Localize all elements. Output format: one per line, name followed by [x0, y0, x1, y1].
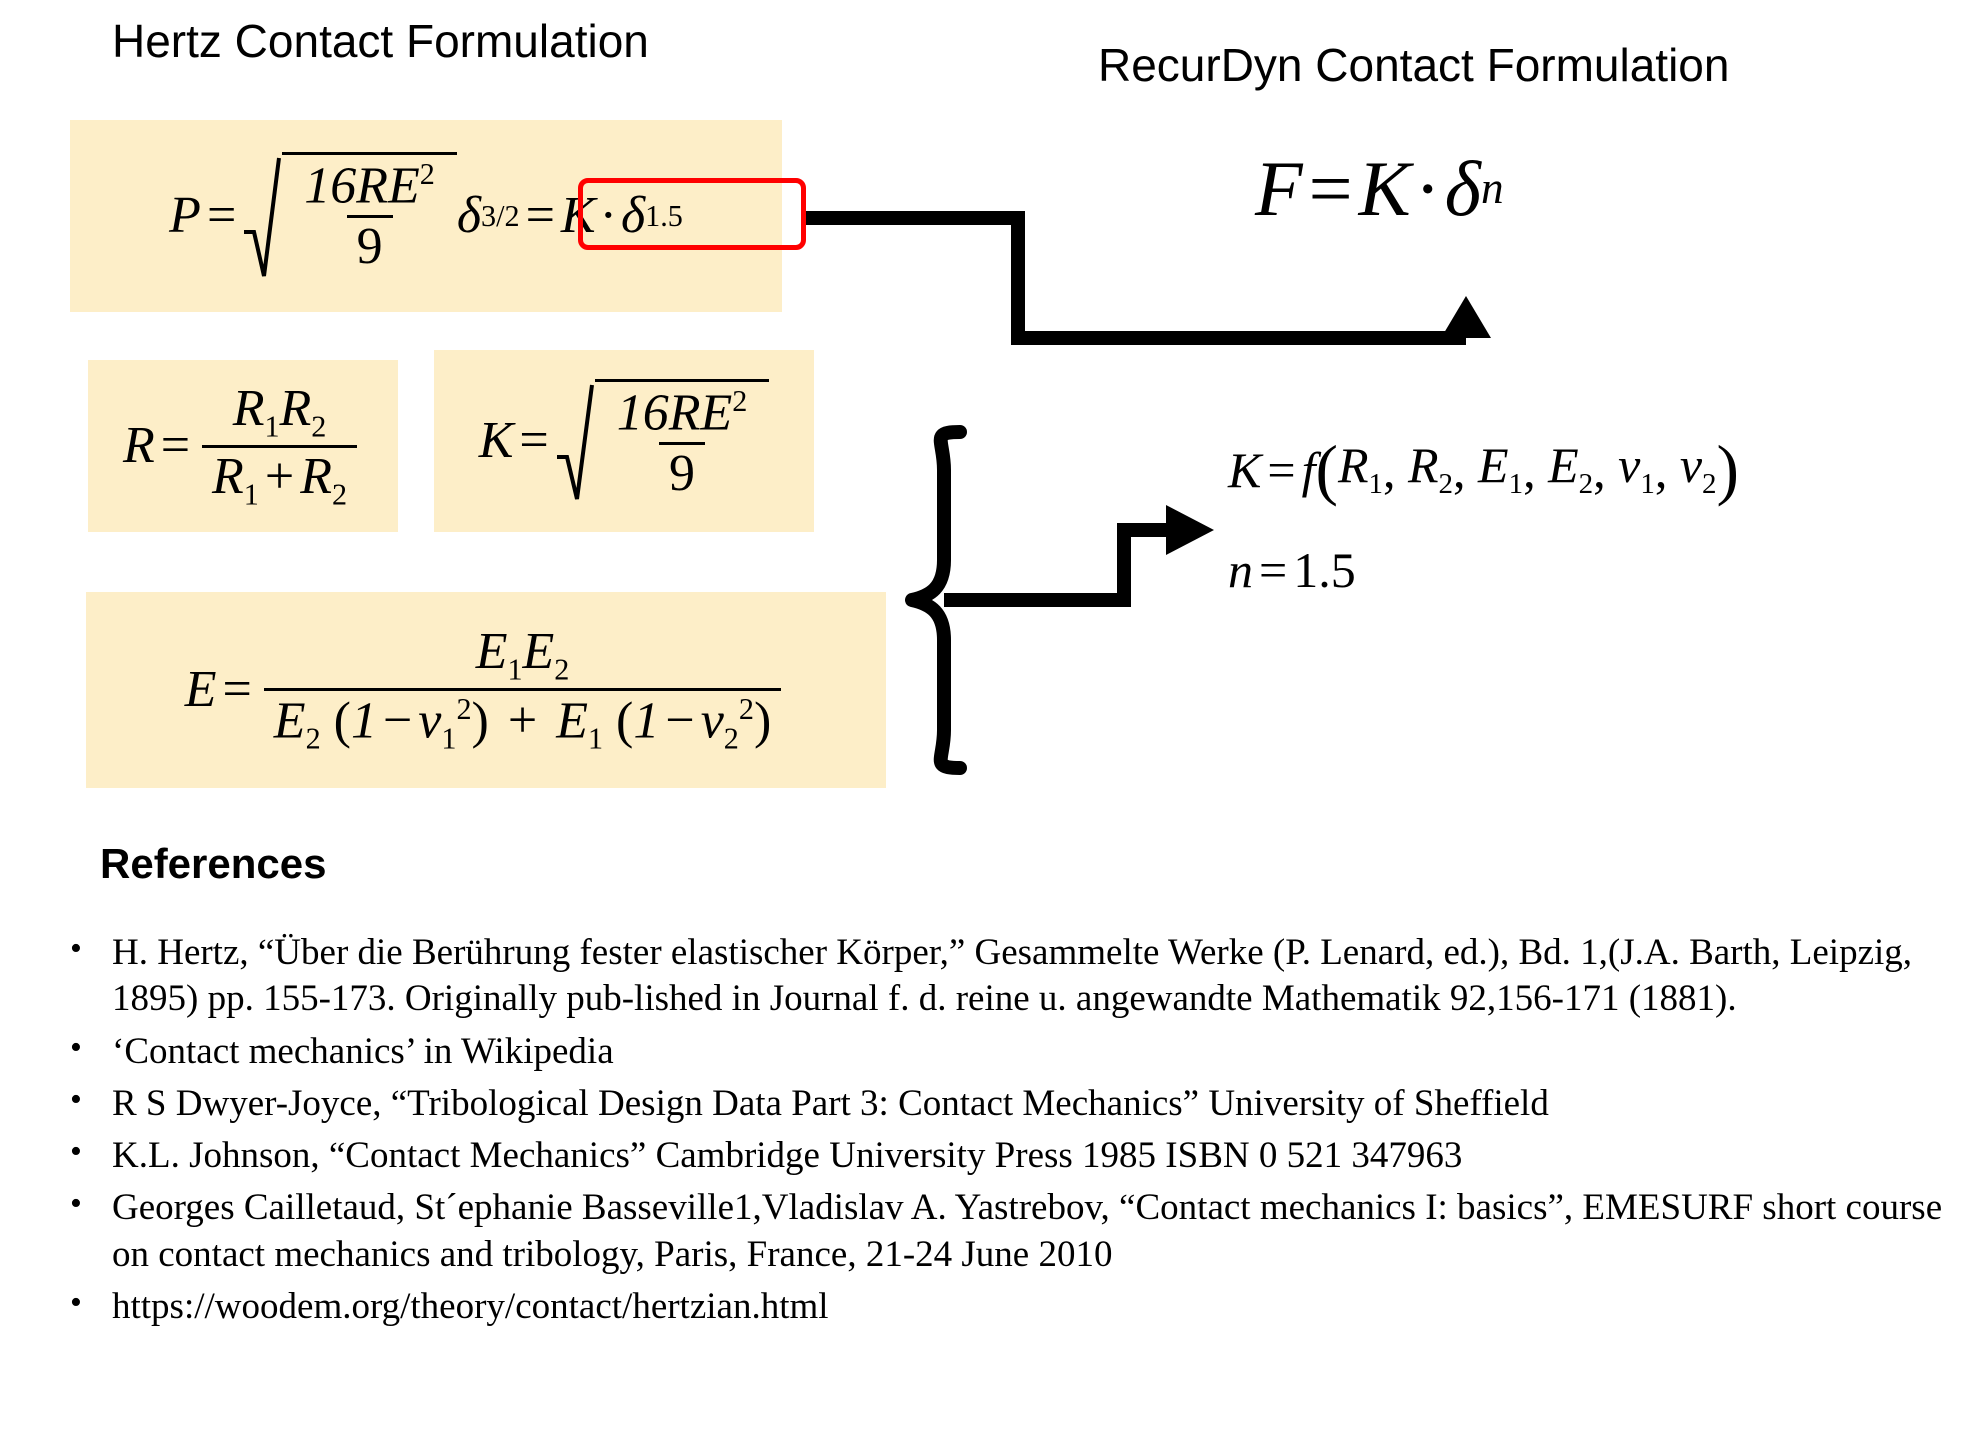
formula-effective-radius	[88, 360, 398, 532]
reference-text: H. Hertz, “Über die Berührung fester elastischer Körper,” Gesammelte Werke (P. Lenard, ed.), Bd. 1,(J.A. Barth, Leipzig, 1895) pp. 155-173. Originally pub-lished in Journal f. d. reine u. angewandte Mathematik 92,156-171 (1881).	[112, 932, 1913, 1020]
list-item	[56, 1081, 1956, 1127]
references-heading: References	[100, 840, 327, 887]
bullet-icon: •	[70, 1133, 82, 1170]
bullet-icon: •	[70, 1185, 82, 1223]
formula-recurdyn-force: F = K · δ n	[1255, 145, 1504, 232]
bullet-icon: •	[70, 930, 82, 967]
formula-stiffness-coefficient	[434, 350, 814, 532]
bullet-icon: •	[70, 1283, 82, 1321]
heading-recurdyn-contact-formulation: RecurDyn Contact Formulation	[1098, 39, 1730, 91]
list-item	[56, 930, 1956, 1023]
reference-text: Georges Cailletaud, St´ephanie Basseville1,Vladislav A. Yastrebov, “Contact mechanics I: basics”, EMESURF short course on contact mechanics and tribology, Paris, France, 21-24 June 2010	[112, 1187, 1943, 1275]
formula-hertz-contact-pressure-math: P = $\frac{16RE^2}{9}$ δ 3/2 = K · δ 1.5	[169, 150, 683, 282]
connector-path-brace	[944, 530, 1168, 600]
arrowhead-up	[1441, 296, 1491, 338]
emphasis-box-k-delta	[578, 178, 806, 250]
formula-recurdyn-k-function: K = f ( $R_1$ , $R_2$ , $E_1$ , $E_2$ , $\nu_1$ , $\nu_2$ )	[1228, 431, 1740, 507]
list-item	[56, 1029, 1956, 1075]
formula-stiffness-coefficient-math: K = $\frac{16RE^2}{9}$	[479, 377, 770, 505]
reference-link[interactable]: https://woodem.org/theory/contact/hertzian.html	[112, 1285, 829, 1327]
curly-brace	[912, 432, 960, 768]
bullet-icon: •	[70, 1028, 82, 1066]
bullet-icon: •	[70, 1080, 82, 1118]
heading-hertz-contact-formulation: Hertz Contact Formulation	[112, 15, 649, 67]
formula-effective-modulus	[86, 592, 886, 788]
list-item	[56, 1185, 1956, 1278]
references-list	[56, 930, 1956, 1336]
reference-text: ‘Contact mechanics’ in Wikipedia	[112, 1030, 614, 1072]
formula-effective-modulus-math: E = $\frac{E_1E_2}{E_2 (1 - \nu_1^2) + E_1 (1 - \nu_2^2)}$	[185, 626, 788, 753]
formula-recurdyn-n-value: n = 1.5	[1228, 542, 1356, 598]
arrowhead-right	[1166, 505, 1214, 555]
list-item	[56, 1133, 1956, 1179]
reference-text: K.L. Johnson, “Contact Mechanics” Cambridge University Press 1985 ISBN 0 521 347963	[112, 1135, 1463, 1176]
list-item	[56, 1284, 1956, 1330]
reference-text: R S Dwyer-Joyce, “Tribological Design Data Part 3: Contact Mechanics” University of Sheffield	[112, 1082, 1549, 1124]
formula-effective-radius-math: R = $\frac{R_1R_2}{R_1 + R_2}$	[123, 383, 363, 509]
connector-path-top	[806, 218, 1466, 338]
